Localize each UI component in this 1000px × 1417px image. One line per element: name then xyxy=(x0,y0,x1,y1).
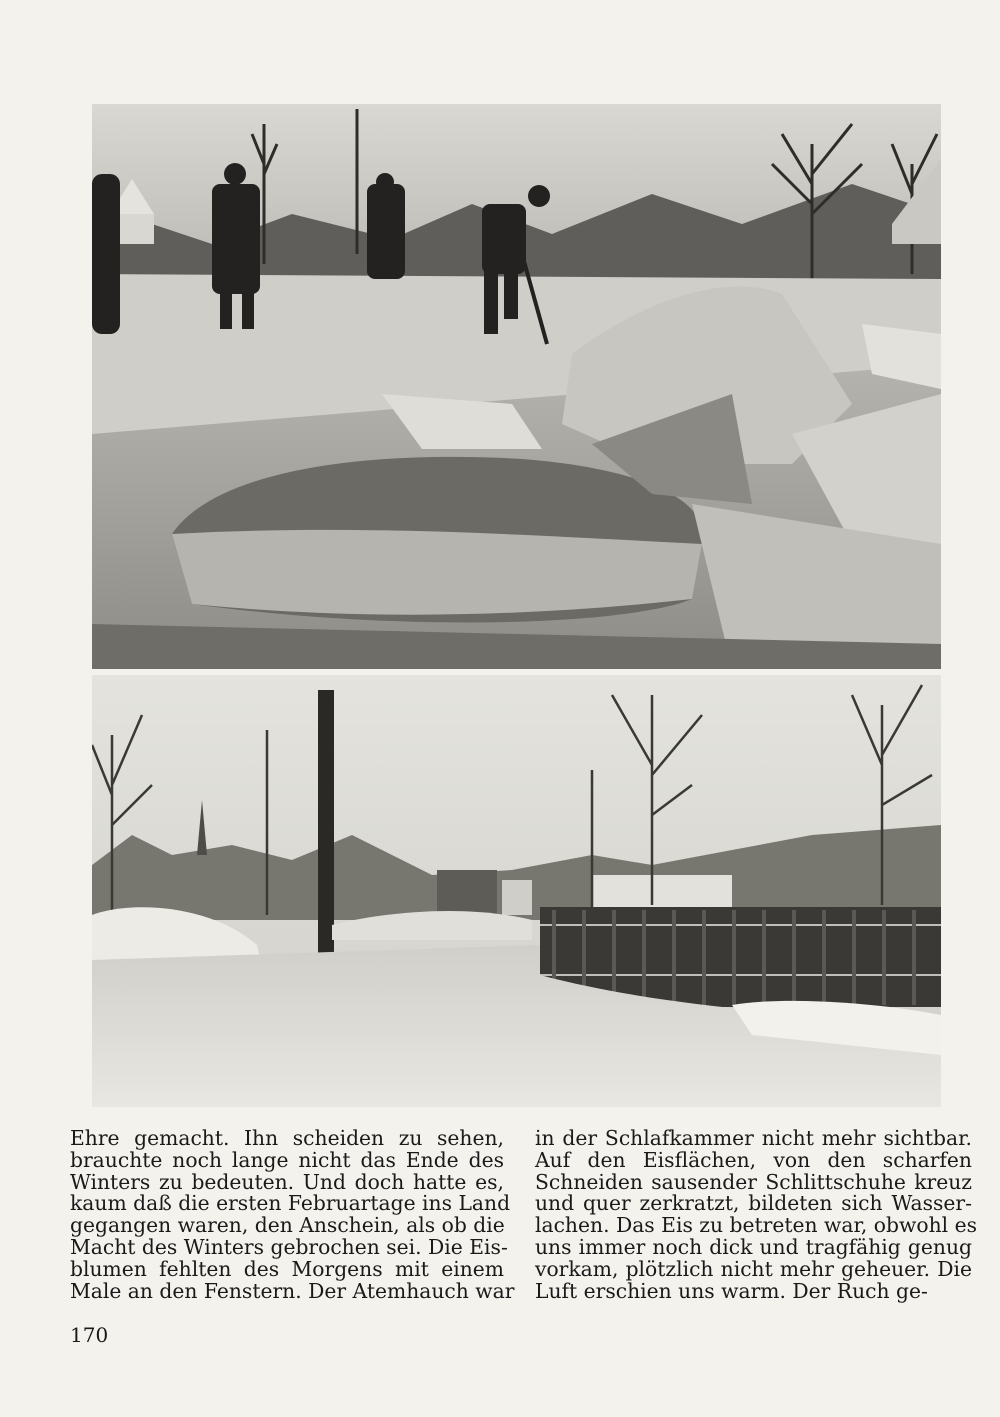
text-line: Auf den Eisflächen, von den scharfen xyxy=(535,1147,972,1172)
text-line: brauchte noch lange nicht das Ende des xyxy=(70,1147,504,1172)
text-column-left xyxy=(70,1126,515,1303)
flooded-street-photo-icon xyxy=(92,675,941,1107)
text-line: Ehre gemacht. Ihn scheiden zu sehen, xyxy=(70,1126,504,1150)
text-line: gegangen waren, den Anschein, als ob die xyxy=(70,1213,505,1238)
page-number: 170 xyxy=(70,1323,109,1347)
text-line: blumen fehlten des Morgens mit einem xyxy=(70,1256,504,1281)
text-line: Winters zu bedeuten. Und doch hatte es, xyxy=(70,1169,504,1194)
text-line: lachen. Das Eis zu betreten war, obwohl es xyxy=(535,1213,977,1238)
text-line: Male an den Fenstern. Der Atemhauch war xyxy=(70,1278,515,1303)
text-line: in der Schlafkammer nicht mehr sichtbar. xyxy=(535,1126,972,1150)
flooded-street-photo xyxy=(92,675,941,1107)
text-line: Schneiden sausender Schlittschuhe kreuz xyxy=(535,1169,972,1194)
ice-floes-photo-icon xyxy=(92,104,941,669)
ice-floes-photo xyxy=(92,104,941,669)
text-line: Luft erschien uns warm. Der Ruch ge- xyxy=(535,1278,928,1303)
text-line: und quer zerkratzt, bildeten sich Wasser- xyxy=(535,1191,972,1216)
text-line: vorkam, plötzlich nicht mehr geheuer. Die xyxy=(535,1256,972,1281)
text-line: Macht des Winters gebrochen sei. Die Eis- xyxy=(70,1234,508,1259)
text-line: kaum daß die ersten Februartage ins Land xyxy=(70,1191,511,1216)
text-line: uns immer noch dick und tragfähig genug xyxy=(535,1234,972,1259)
text-column-right xyxy=(535,1126,977,1303)
